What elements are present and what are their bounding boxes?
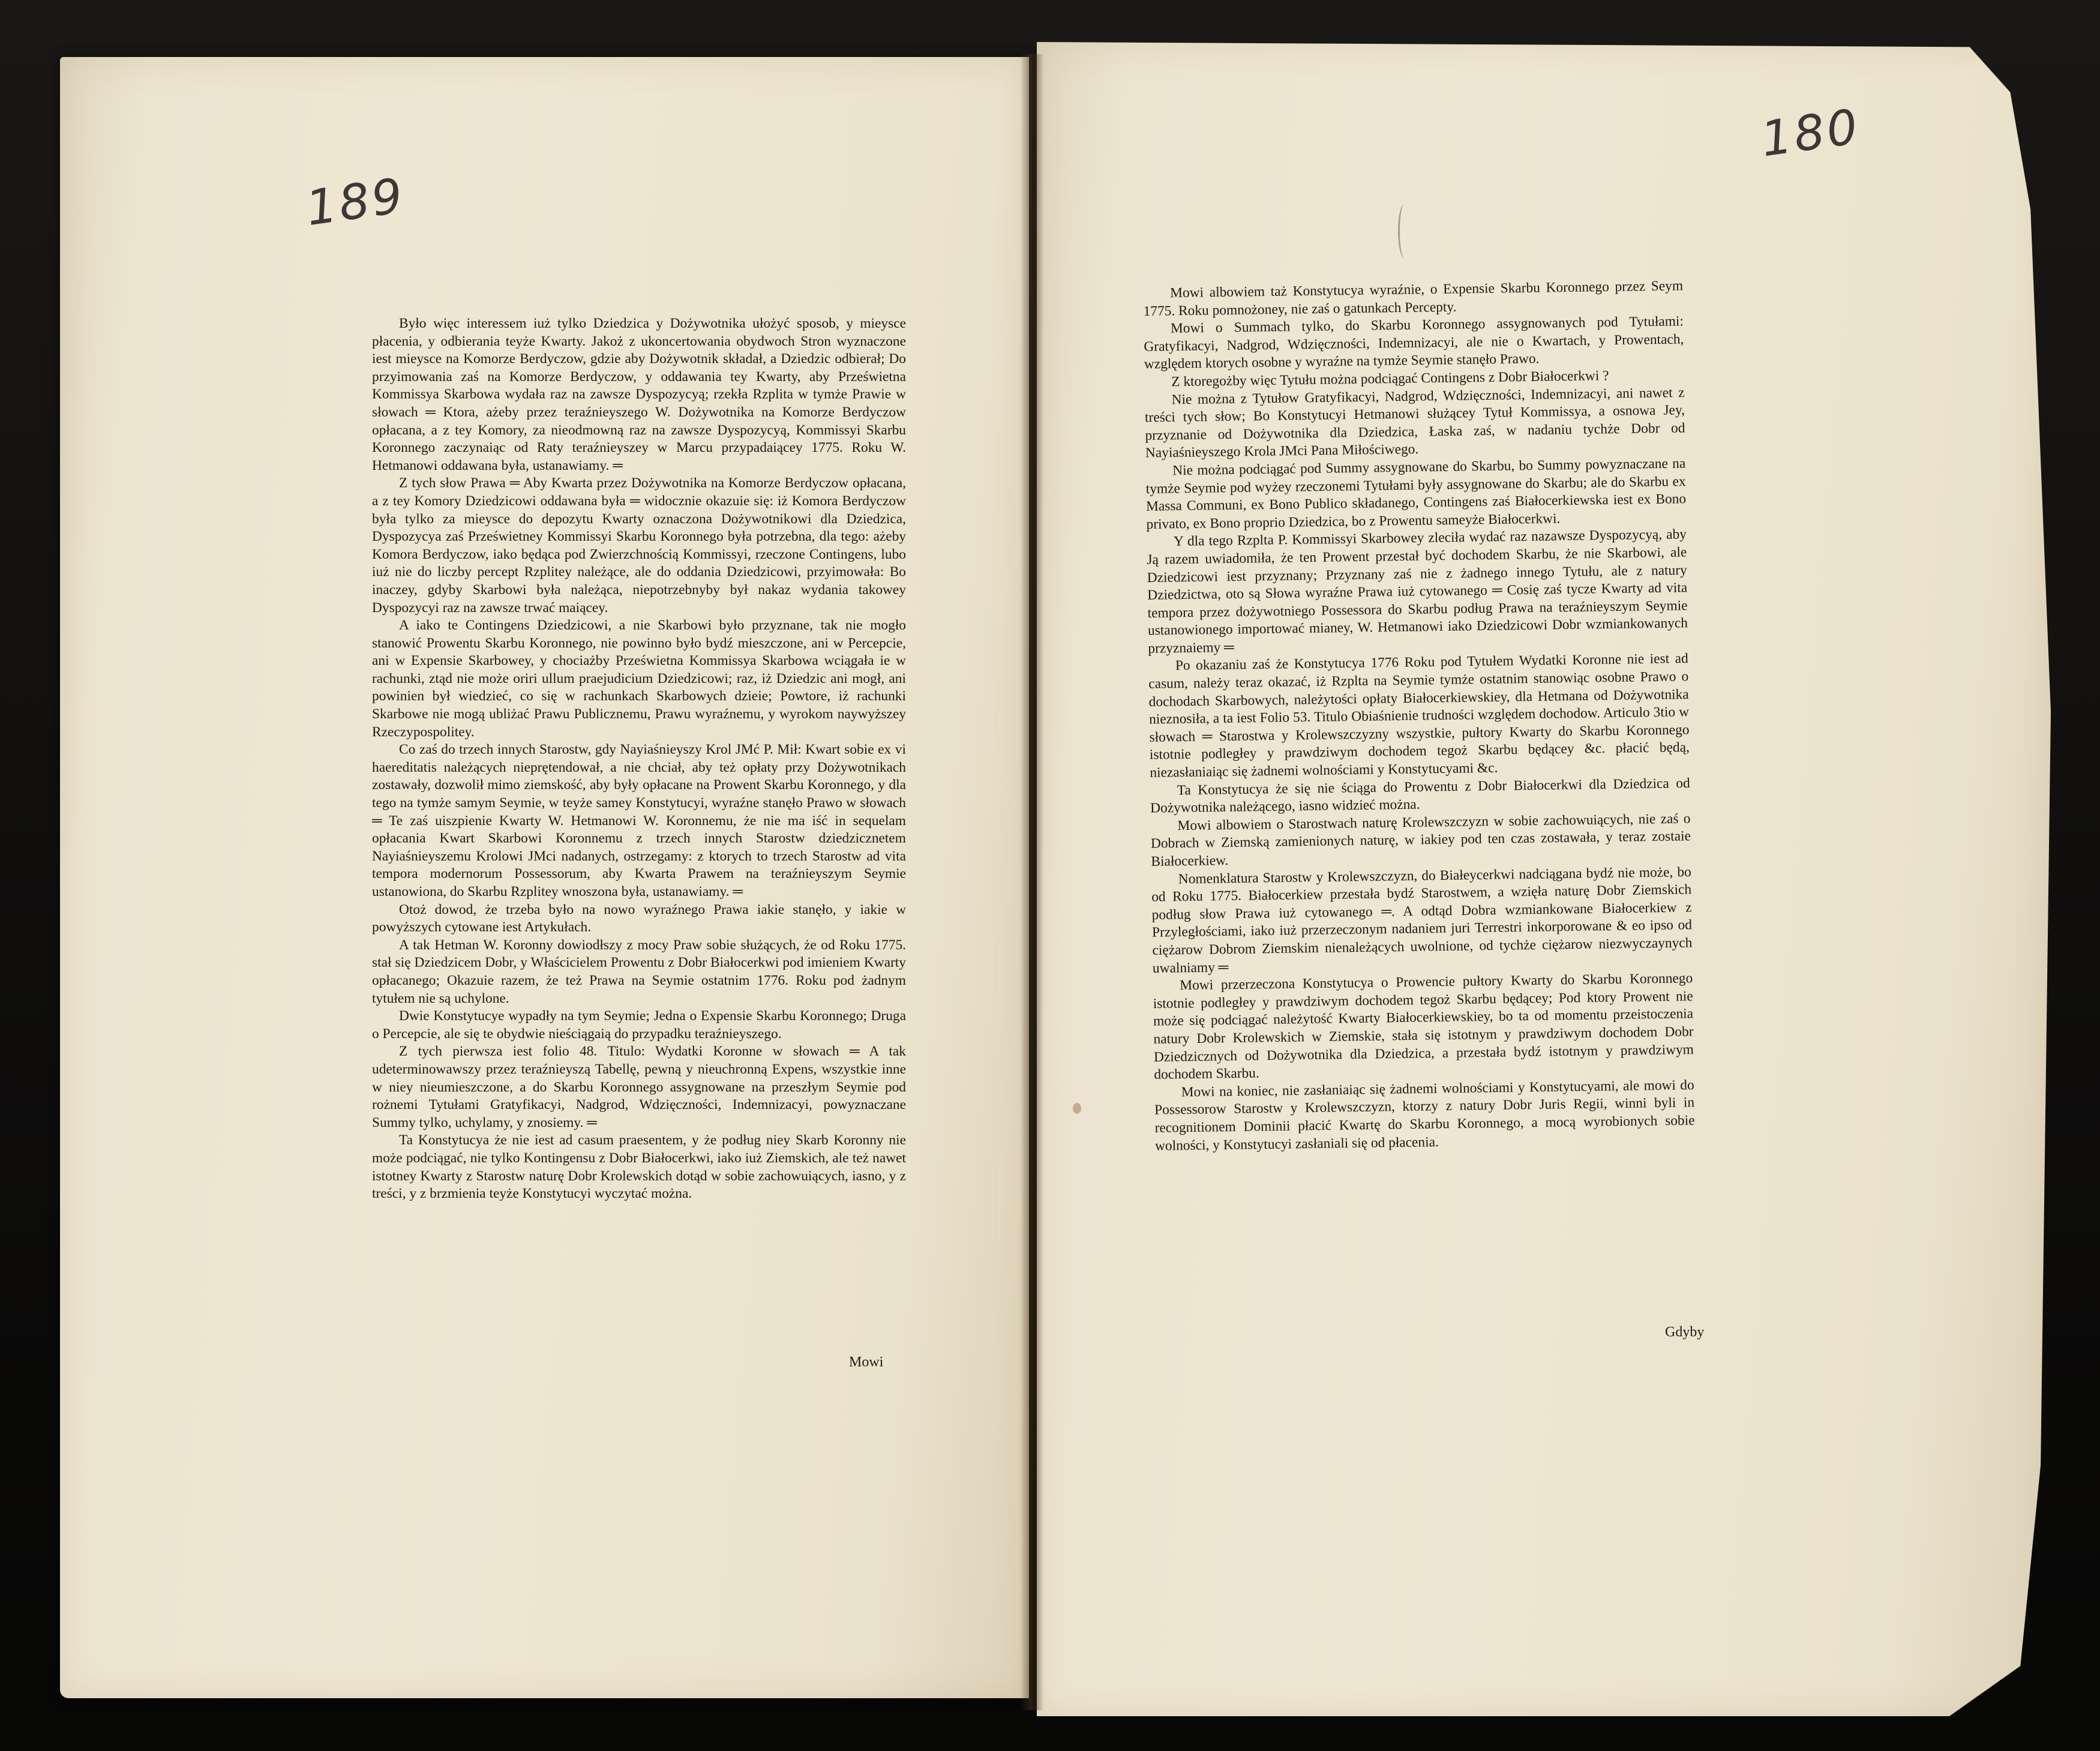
paragraph: Mowi albowiem taż Konstytucya wyraźnie, o Expensie Skarbu Koronnego przez Seym 1775. Roku pomnożoney, nie zaś o gatunkach Percepty. <box>1143 278 1684 319</box>
paragraph: Nomenklatura Starostw y Krolewszczyzn, do Białeycerkwi nadciągana bydź nie może, bo od Roku 1775. Białocerkiew przestała bydź Starostwem, a wzięła naturę Dobr Ziemskich podług słow Prawa iuż cytowanego ═. A odtąd Dobra wzmiankowane Białocerkiew z Przyległościami, iako iuż przerzeczonym nadaniem juri Terrestri inkorporowane & eo ipso od ciężarow Dobrom Ziemskim nienależących uwolnione, od tychże ciężarow niezwyczaynych uwalniamy ═ <box>1151 863 1693 976</box>
paragraph: Ta Konstytucya że nie iest ad casum praesentem, y że podług niey Skarb Koronny nie może podciągać, nie tylko Kontingensu z Dobr Białocerkwi, iako iuż Ziemskich, ale też nawet istotney Kwarty z Starostw naturę Dobr Krolewskich dotąd w sobie zachowuiących, iasno, y z treści, y z brzmienia teyże Konstytucyi wyczytać można. <box>372 1132 906 1202</box>
paragraph: Mowi albowiem o Starostwach naturę Krolewszczyzn w sobie zachowuiących, nie zaś o Dobrach w Ziemską zamienionych naturę, w iakiey pod ten czas zostawała, y teraz zostaie Białocerkiew. <box>1150 811 1691 869</box>
paragraph: Y dla tego Rzplta P. Kommissyi Skarbowey zleciła wydać raz nazawsze Dyspozycyą, aby Ją razem uwiadomiła, że ten Prowent przestał być dochodem Skarbu, że nie Skarbowi, ale Dziedzicowi iest przyznany; Przyznany zaś nie z żadnego innego Tytułu, ale z natury Dziedzictwa, oto są Słowa wyraźne Prawa iuż cytowanego ═ Cosię zaś tycze Kwarty ad vita tempora przez dożywotniego Possessora do Skarbu podług Prawa na teraźnieyszym Seymie ustanowionego importować mianey, W. Hetmanowi iako Dziedzicowi Dobr wzmiankowanych przyznaiemy ═ <box>1147 526 1688 656</box>
folio-number-left: 189 <box>302 167 409 237</box>
paragraph: Ta Konstytucya że się nie ściąga do Prowentu z Dobr Białocerkwi dla Dziedzica od Dożywotnika należącego, iasno widzieć można. <box>1150 775 1690 817</box>
right-text-column <box>1143 277 1695 1155</box>
left-text-column <box>372 315 906 1203</box>
paragraph: Otoż dowod, że trzeba było na nowo wyraźnego Prawa iakie stanęło, y iakie w powyższych cytowane iest Artykułach. <box>372 901 906 936</box>
paragraph: Dwie Konstytucye wypadły na tym Seymie; Jedna o Expensie Skarbu Koronnego; Druga o Percepcie, ale się te obydwie nieściągaią do przypadku teraźnieyszego. <box>372 1008 906 1042</box>
paragraph: A tak Hetman W. Koronny dowiodłszy z mocy Praw sobie służących, że od Roku 1775. stał się Dziedzicem Dobr, y Właścicielem Prowentu z Dobr Białocerkwi pod imieniem Kwarty opłacanego; Okazuie razem, że też Prawa na Seymie ostatnim 1776. Roku pod żadnym tytułem nie są uchylone. <box>372 937 906 1006</box>
paragraph: Z tych pierwsza iest folio 48. Titulo: Wydatki Koronne w słowach ═ A tak udeterminowawszy przez teraźnieyszą Tabellę, pewną y nieuchronną Expens, wszystkie inne w niey nieumieszczone, a do Skarbu Koronnego assygnowane na przeszłym Seymie pod rożnemi Tytułami Gratyfikacyi, Nadgrod, Wdzięczności, Indemnizacyi, powyznaczane Summy tylko, uchylamy, y znosiemy. ═ <box>372 1044 906 1131</box>
paragraph: Co zaś do trzech innych Starostw, gdy Nayiaśnieyszy Krol JMć P. Mił: Kwart sobie ex vi haereditatis należących nieprętendował, a nie chciał, aby też opłaty przy Dożywotnikach zostawały, dozwolił mimo ziemskość, aby były opłacane na Prowent Skarbu Koronnego, y dla tego na tymże samym Seymie, w teyże samey Konstytucyi, wyraźne stanęło Prawo w słowach ═ Te zaś uiszpienie Kwarty W. Hetmanowi W. Koronnemu, że nie ma iść in sequelam opłacania Kwart Skarbowi Koronnemu z trzech innych Starostw dziedzicznetem Nayiaśnieyszemu Krolowi JMci nadanych, ostrzegamy: z ktorych to trzech Starostw ad vita tempora modernorum Possessorum, aby Kwarta Prawem na teraźnieyszym Seymie ustanowiona, do Skarbu Rzplitey wnoszona była, ustanawiamy. ═ <box>372 742 906 900</box>
paragraph: Nie można z Tytułow Gratyfikacyi, Nadgrod, Wdzięczności, Indemnizacyi, ani nawet z treści tych słow; Bo Konstytucyi Hetmanowi służącey Tytuł Kommissya, a osnowa Jey, przyznanie od Dożywotnika dla Dziedzica, Łaska zaś, w nadaniu tychże Dobr od Nayiaśnieyszego Krola JMci Pana Miłościwego. <box>1144 384 1685 461</box>
pencil-mark <box>1398 204 1411 258</box>
book-gutter <box>1020 54 1044 1710</box>
paragraph: Mowi o Summach tylko, do Skarbu Koronnego assygnowanych pod Tytułami: Gratyfikacyi, Nadgrod, Wdzięczności, Indemnizacyi, ale nie o Kwartach, y Prowentach, względem ktorych osobne y wyraźne na tymże Seymie stanęło Prawo. <box>1144 313 1684 373</box>
paragraph: Z tych słow Prawa ═ Aby Kwarta przez Dożywotnika na Komorze Berdyczow opłacana, a z tey Komory Dziedzicowi oddawana była ═ widocznie okazuie się: iż Komora Berdyczow była tylko za mieysce do depozytu Kwarty oznaczona Dożywotnikowi dla Dziedzica, Dyspozycya zaś Prześwietney Kommissyi Skarbu Koronnego była potrzebna, dla tego: ażeby Komora Berdyczow, iako będąca pod Zwierzchnością Kommissyi, rzeczone Contingens, lubo iuż nie do liczby percept Rzplitey należące, ale do oddania Dziedzicowi, przyimowała: Bo inaczey, gdyby Skarbowi była należąca, niepotrzebnyby był nakaz wydania takowey Dyspozycyi raz na zawsze trwać maiącey. <box>372 475 906 616</box>
paragraph: Po okazaniu zaś że Konstytucya 1776 Roku pod Tytułem Wydatki Koronne nie iest ad casum, należy teraz okazać, iż Rzplta na Seymie tymże ostatnim stanowiąc osobne Prawo o dochodach Skarbowych, należytości opłaty Białocerkiewskiey, dla Hetmana od Dożywotnika nieznosiła, a ta iest Folio 53. Titulo Obiaśnienie trudności względem dochodow. Articulo 3tio w słowach ═ Starostwa y Krolewszczyzny wszystkie, pułtory Kwarty do Skarbu Koronnego istotnie podległey y prawdziwym dochodem tegoż Skarbu będącey &c. płacić będą, niezasłaniaiąc się żadnemi wolnościami y Konstytucyami &c. <box>1148 650 1690 781</box>
paragraph: Z ktoregożby więc Tytułu można podciągać Contingens z Dobr Białocerkwi ? <box>1171 368 1609 390</box>
rust-stain <box>1073 1103 1081 1114</box>
paragraph: A iako te Contingens Dziedzicowi, a nie Skarbowi było przyznane, tak nie mogło stanowić Prowentu Skarbu Koronnego, nie powinno było bydź mieszczone, ani w Percepcie, ani w Expensie Skarbowey, y chociażby Prześwietna Kommissya Skarbowa wciągała ie w rachunki, ztąd nie może oriri ullum praejudicium Dziedzicowi; raz, iż Dziedzic ani mogł, ani powinien był wiedzieć, co się w rachunkach Skarbowych dzieie; Powtore, iż rachunki Skarbowe nie mogą ubliżać Prawu Publicznemu, Prawu wyraźnemu, y wyrokom naywyższey Rzeczypospolitey. <box>372 617 906 740</box>
catchword-left: Mowi <box>849 1354 884 1370</box>
paragraph: Było więc interessem iuż tylko Dziedzica y Dożywotnika ułożyć sposob, y mieysce płacenia, y odbierania teyże Kwarty. Jakoż z ukoncertowania obydwoch Stron wyznaczone iest mieysce na Komorze Berdyczow, gdzie aby Dożywotnik składał, a Dziedzic odbierał; Do przyimowania zaś na Komorze Berdyczow, y oddawania tey Kwarty, aby Prześwietna Kommissya Skarbowa wydała raz na zawsze Dyspozycyą; rzekła Rzplita w tymże Prawie w słowach ═ Ktora, ażeby przez teraźnieyszego W. Dożywotnika na Komorze Berdyczow opłacana, a z tey Komory, za nieodmowną raz na zawsze Dyspozycyą, Kommissyi Skarbu Koronnego zaczynaiąc od Raty teraźnieyszey w Marcu przypadaiącey 1775. Roku W. Hetmanowi oddawana była, ustanawiamy. ═ <box>372 316 906 473</box>
paragraph: Nie można podciągać pod Summy assygnowane do Skarbu, bo Summy powyznaczane na tymże Seymie pod wyżey rzeczonemi Tytułami były assygnowane do Skarbu; ale do Skarbu ex Massa Communi, ex Bono Publico składanego, Contingens zaś Białocerkiewska iest ex Bono privato, ex Bono proprio Dziedzica, bo z Prowentu sameyże Białocerkwi. <box>1145 455 1687 532</box>
paragraph: Mowi na koniec, nie zasłaniaiąc się żadnemi wolnościami y Konstytucyami, ale mowi do Possessorow Starostw y Krolewszczyzn, ktorzy z natury Dobr Juris Regii, winni byli in recognitionem Dominii płacić Kwartę do Skarbu Koronnego, a mocą wyrobionych sobie wolności, y Konstytucyi zasłaniali się od płacenia. <box>1154 1077 1695 1154</box>
paragraph: Mowi przerzeczona Konstytucya o Prowencie pułtory Kwarty do Skarbu Koronnego istotnie podległey y prawdziwym dochodem tegoż Skarbu będącey; Pod ktory Prowent nie może się podciągać należytość Kwarty Białocerkiewskiey, bo ta od momentu przeistoczenia natury Dobr Krolewskich w Ziemskie, stała się istotnym y prawdziwym dochodem Dobr Dziedzicznych od Dożywotnika dla Dziedzica, a przestała bydź istotnym y prawdziwym dochodem Skarbu. <box>1153 970 1694 1083</box>
folio-number-right: 180 <box>1757 98 1864 168</box>
catchword-right: Gdyby <box>1665 1324 1705 1340</box>
